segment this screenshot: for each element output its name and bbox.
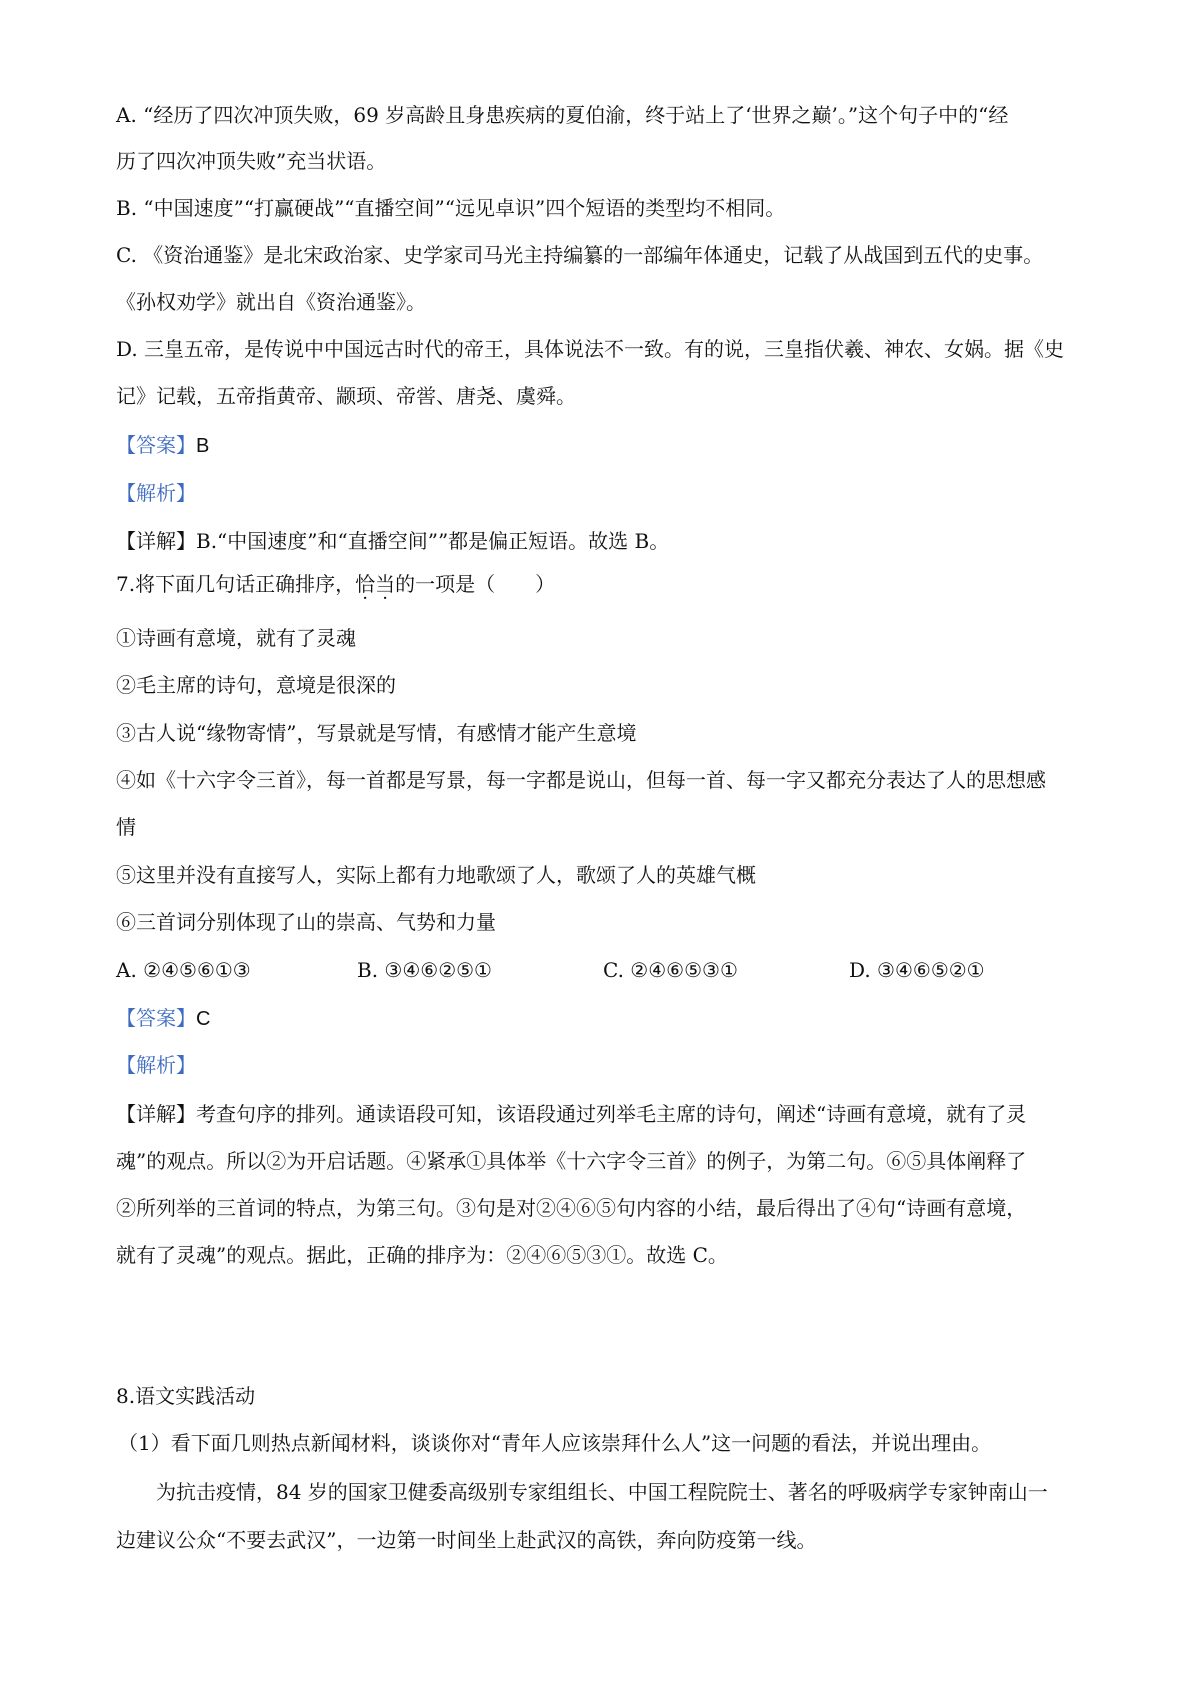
detail-text: 考查句序的排列。通读语段可知，该语段通过列举毛主席的诗句，阐述“诗画有意境，就有了灵 xyxy=(196,1102,1027,1126)
q7-sentence-4-line2: 情 xyxy=(116,815,136,839)
q6-detail xyxy=(116,528,1100,554)
answer-value: C xyxy=(196,1008,211,1030)
detail-tag: 【详解】 xyxy=(116,1102,196,1126)
q6-answer xyxy=(116,432,1100,459)
q7-detail-line3: ②所列举的三首词的特点，为第三句。③句是对②④⑥⑤句内容的小结，最后得出了④句“诗画有意境， xyxy=(116,1196,1027,1220)
q7-analysis xyxy=(116,1052,1100,1078)
q7-sentence-1: ①诗画有意境，就有了灵魂 xyxy=(116,626,356,650)
analysis-tag: 【解析】 xyxy=(116,1053,196,1077)
q7-detail-line1 xyxy=(116,1101,1100,1127)
q7-sentence-6: ⑥三首词分别体现了山的崇高、气势和力量 xyxy=(116,910,496,934)
q8-news-paragraph-line1: 为抗击疫情，84 岁的国家卫健委高级别专家组组长、中国工程院院士、著名的呼吸病学专家钟南山一 xyxy=(156,1480,1048,1504)
q7-detail-line4: 就有了灵魂”的观点。据此，正确的排序为：②④⑥⑤③①。故选 C。 xyxy=(116,1243,728,1267)
q7-stem-prefix: 7.将下面几句话正确排序， xyxy=(116,572,356,596)
q6-option-c-line1: C. 《资治通鉴》是北宋政治家、史学家司马光主持编纂的一部编年体通史，记载了从战国到五代的史事。 xyxy=(116,243,1044,267)
q6-analysis xyxy=(116,480,1100,506)
detail-text: B.“中国速度”和“直播空间””都是偏正短语。故选 B。 xyxy=(196,529,670,553)
q7-option-d: D. ③④⑥⑤②① xyxy=(849,958,985,982)
q7-option-c: C. ②④⑥⑤③① xyxy=(603,958,738,982)
answer-tag: 【答案】 xyxy=(116,433,196,457)
q7-detail-line2: 魂”的观点。所以②为开启话题。④紧承①具体举《十六字令三首》的例子，为第二句。⑥⑤具体阐释了 xyxy=(116,1149,1027,1173)
q7-answer xyxy=(116,1005,1100,1032)
q7-sentence-3: ③古人说“缘物寄情”，写景就是写情，有感情才能产生意境 xyxy=(116,721,637,745)
q8-news-paragraph-line2: 边建议公众“不要去武汉”，一边第一时间坐上赴武汉的高铁，奔向防疫第一线。 xyxy=(116,1528,817,1552)
q6-option-c-line2: 《孙权劝学》就出自《资治通鉴》。 xyxy=(116,290,426,314)
q7-sentence-2: ②毛主席的诗句，意境是很深的 xyxy=(116,673,396,697)
q6-option-d-line2: 记》记载，五帝指黄帝、颛顼、帝喾、唐尧、虞舜。 xyxy=(116,384,576,408)
q7-option-a: A. ②④⑤⑥①③ xyxy=(116,958,251,982)
q7-emphasis-char-2: 当 xyxy=(375,572,396,596)
q6-option-d-line1: D. 三皇五帝，是传说中中国远古时代的帝王，具体说法不一致。有的说，三皇指伏羲、神农、女娲。据《史 xyxy=(116,337,1065,361)
q6-option-a-line1: A. “经历了四次冲顶失败，69 岁高龄且身患疾病的夏伯渝，终于站上了‘世界之巅’。”这个句子中的“经 xyxy=(116,103,1009,127)
q7-option-b: B. ③④⑥②⑤① xyxy=(357,958,492,982)
detail-tag: 【详解】 xyxy=(116,529,196,553)
q7-stem xyxy=(116,571,1100,597)
answer-value: B xyxy=(196,435,210,457)
q8-title: 8.语文实践活动 xyxy=(116,1384,256,1408)
q7-sentence-5: ⑤这里并没有直接写人，实际上都有力地歌颂了人，歌颂了人的英雄气概 xyxy=(116,863,756,887)
q7-stem-suffix: 的一项是（ ） xyxy=(395,572,556,596)
q7-sentence-4-line1: ④如《十六字令三首》，每一首都是写景，每一字都是说山，但每一首、每一字又都充分表达了人的思想感 xyxy=(116,768,1046,792)
answer-tag: 【答案】 xyxy=(116,1006,196,1030)
analysis-tag: 【解析】 xyxy=(116,481,196,505)
q7-emphasis-char-1: 恰 xyxy=(355,572,376,596)
q6-option-a-line2: 历了四次冲顶失败”充当状语。 xyxy=(116,149,387,173)
q8-subquestion-1: （1）看下面几则热点新闻材料，谈谈你对“青年人应该崇拜什么人”这一问题的看法，并说出理由。 xyxy=(118,1431,992,1455)
q6-option-b: B. “中国速度”“打赢硬战”“直播空间”“远见卓识”四个短语的类型均不相同。 xyxy=(116,196,786,220)
